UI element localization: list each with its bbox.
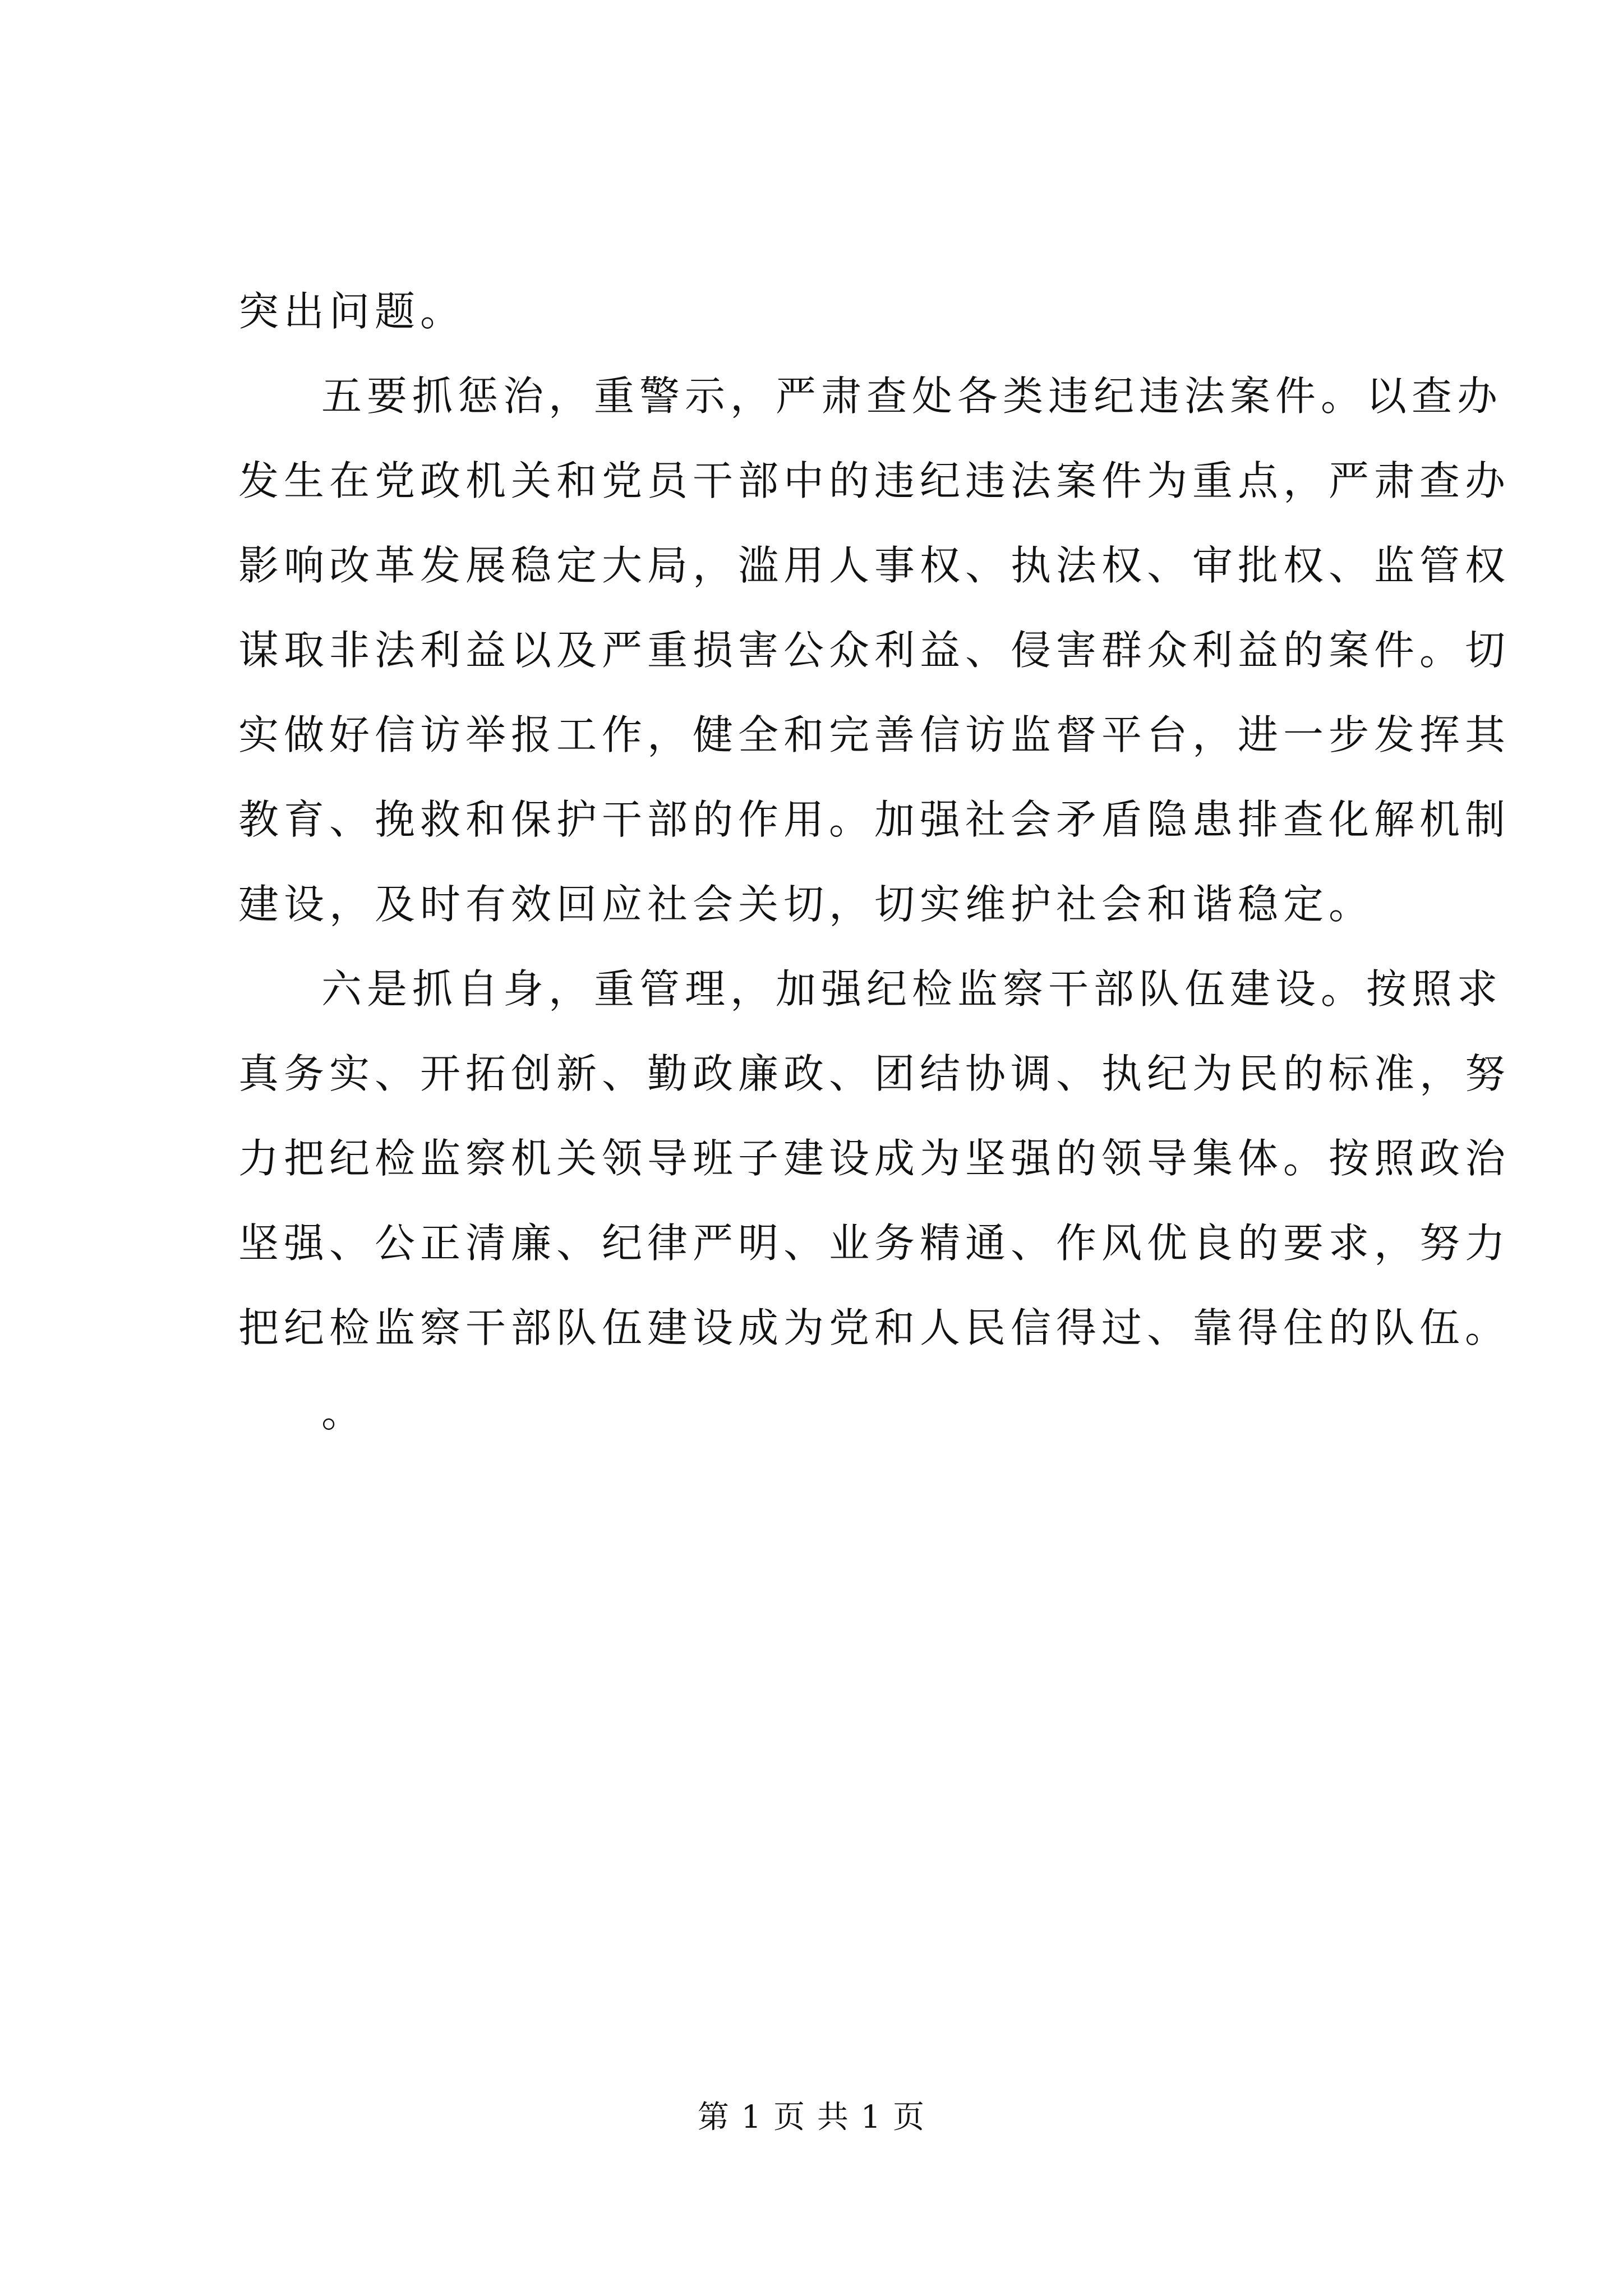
- paragraph-line: 六是抓自身，重管理，加强纪检监察干部队伍建设。按照求: [321, 965, 1503, 1013]
- paragraph-line: 建设，及时有效回应社会关切，切实维护社会和谐稳定。: [238, 881, 1375, 928]
- paragraph-line: 实做好信访举报工作，健全和完善信访监督平台，进一步发挥其: [238, 711, 1511, 758]
- paragraph-line: 。: [321, 1389, 367, 1436]
- paragraph-line: 教育、挽救和保护干部的作用。加强社会矛盾隐患排查化解机制: [238, 796, 1511, 843]
- paragraph-line: 谋取非法利益以及严重损害公众利益、侵害群众利益的案件。切: [238, 627, 1511, 674]
- paragraph-line: 发生在党政机关和党员干部中的违纪违法案件为重点，严肃查办: [238, 457, 1511, 504]
- paragraph-line: 突出问题。: [238, 288, 466, 335]
- paragraph-line: 把纪检监察干部队伍建设成为党和人民信得过、靠得住的队伍。: [238, 1304, 1511, 1351]
- paragraph-line: 力把纪检监察机关领导班子建设成为坚强的领导集体。按照政治: [238, 1135, 1511, 1182]
- paragraph-line: 影响改革发展稳定大局，滥用人事权、执法权、审批权、监管权: [238, 542, 1511, 589]
- page-footer: 第 1 页 共 1 页: [697, 2099, 926, 2136]
- document-body: [238, 269, 1511, 1455]
- paragraph-line: 坚强、公正清廉、纪律严明、业务精通、作风优良的要求，努力: [238, 1220, 1511, 1267]
- paragraph-line: 真务实、开拓创新、勤政廉政、团结协调、执纪为民的标准，努: [238, 1050, 1511, 1097]
- paragraph-line: 五要抓惩治，重警示，严肃查处各类违纪违法案件。以查办: [321, 372, 1503, 420]
